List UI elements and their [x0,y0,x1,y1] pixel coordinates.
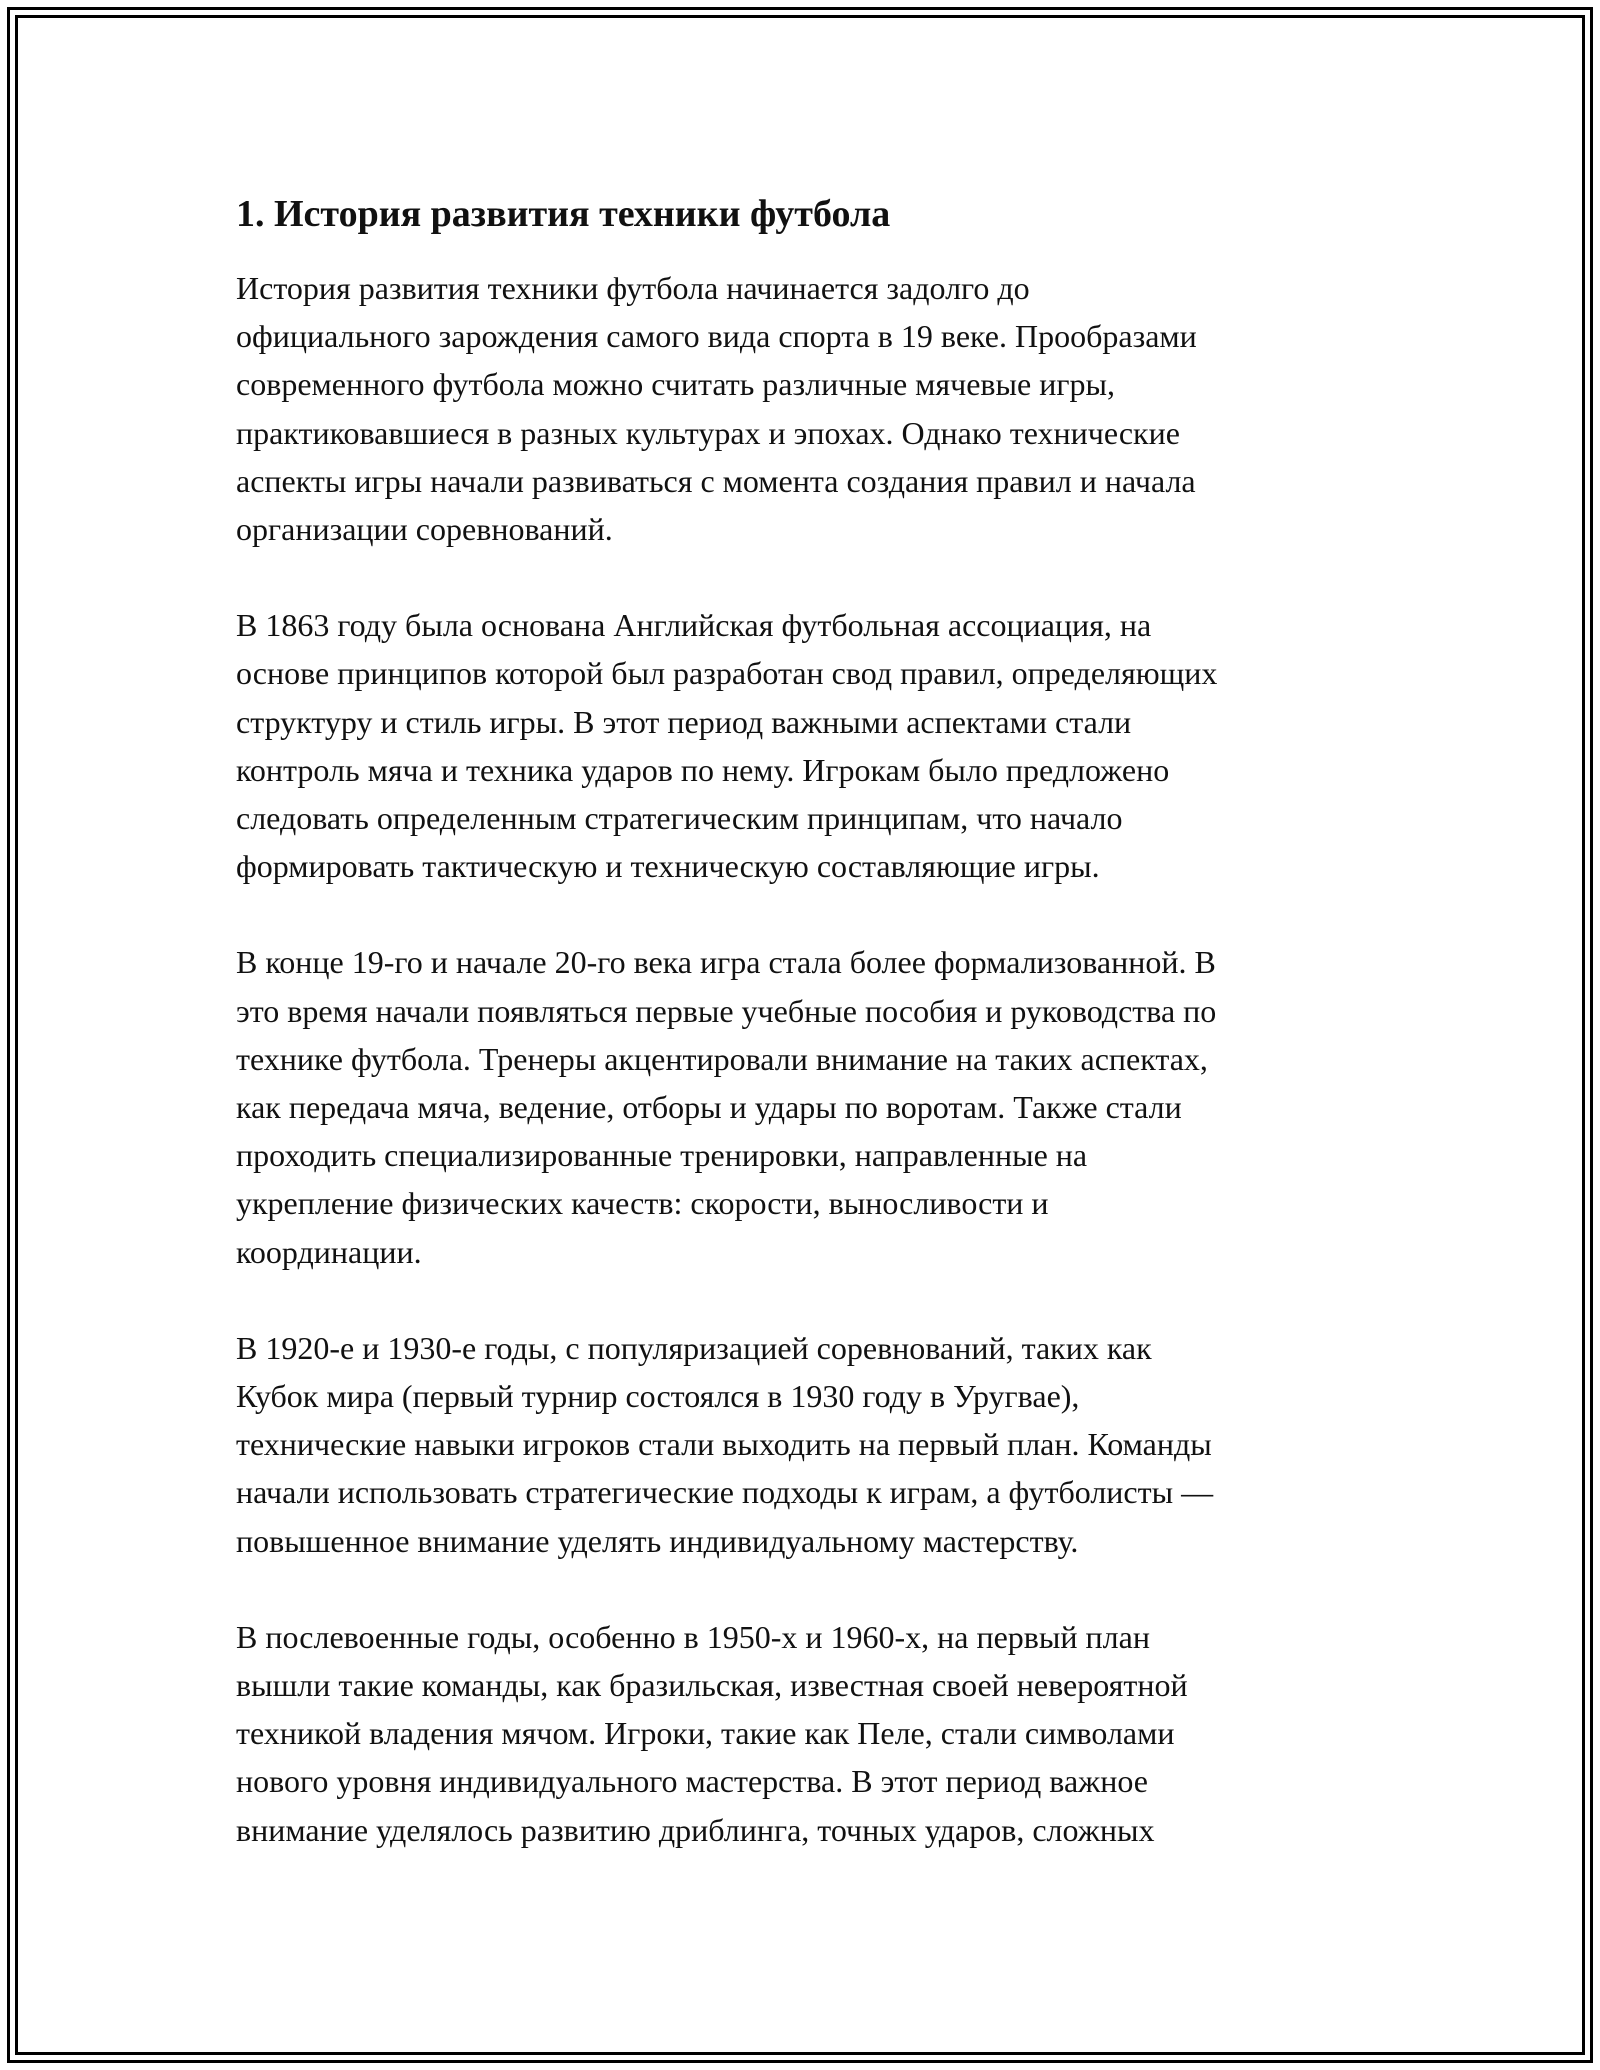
text-line: вышли такие команды, как бразильская, известная своей невероятной [236,1667,1188,1704]
section-heading: 1. История развития техники футбола [236,193,891,235]
text-line: В 1920-е и 1930-е годы, с популяризацией соревнований, таких как [236,1329,1152,1366]
text-line: официального зарождения самого вида спорта в 19 веке. Прообразами [236,318,1197,355]
paragraph-1 [236,264,1376,553]
text-line: контроль мяча и техника ударов по нему. Игрокам было предложено [236,751,1170,788]
text-line: аспекты игры начали развиваться с момента создания правил и начала [236,462,1196,499]
text-line: История развития техники футбола начинается задолго до [236,270,1030,306]
text-line: В послевоенные годы, особенно в 1950-х и 1960-х, на первый план [236,1618,1150,1655]
text-line: В конце 19-го и начале 20-го века игра стала более формализованной. В [236,944,1216,981]
text-line: укрепление физических качеств: скорости, выносливости и [236,1185,1049,1222]
text-line: повышенное внимание уделять индивидуальному мастерству. [236,1522,1079,1559]
text-line: организации соревнований. [236,511,613,548]
paragraph-5 [236,1613,1376,1854]
text-line: это время начали появляться первые учебные пособия и руководства по [236,992,1217,1029]
text-line: внимание уделялось развитию дриблинга, точных ударов, сложных [236,1811,1155,1848]
paragraph-2 [236,601,1376,890]
text-line: начали использовать стратегические подходы к играм, а футболисты — [236,1474,1214,1511]
text-line: нового уровня индивидуального мастерства. В этот период важное [236,1763,1148,1800]
document-body [236,184,1376,1902]
text-line: проходить специализированные тренировки, направленные на [236,1137,1088,1174]
text-line: следовать определенным стратегическим принципам, что начало [236,800,1123,837]
text-line: современного футбола можно считать различные мячевые игры, [236,366,1115,403]
text-line: Кубок мира (первый турнир состоялся в 1930 году в Уругвае), [236,1378,1080,1415]
paragraph-3 [236,938,1376,1275]
text-line: В 1863 году была основана Английская футбольная ассоциация, на [236,607,1152,644]
text-line: как передача мяча, ведение, отборы и удары по воротам. Также стали [236,1089,1182,1126]
text-line: техникой владения мячом. Игроки, такие как Пеле, стали символами [236,1715,1175,1752]
text-line: структуру и стиль игры. В этот период важными аспектами стали [236,703,1132,740]
text-line: координации. [236,1233,422,1270]
text-line: технические навыки игроков стали выходить на первый план. Команды [236,1426,1212,1463]
paragraph-4 [236,1324,1376,1565]
text-line: основе принципов которой был разработан свод правил, определяющих [236,655,1218,692]
text-line: практиковавшиеся в разных культурах и эпохах. Однако технические [236,414,1180,451]
text-line: технике футбола. Тренеры акцентировали внимание на таких аспектах, [236,1040,1208,1077]
text-line: формировать тактическую и техническую составляющие игры. [236,848,1100,885]
